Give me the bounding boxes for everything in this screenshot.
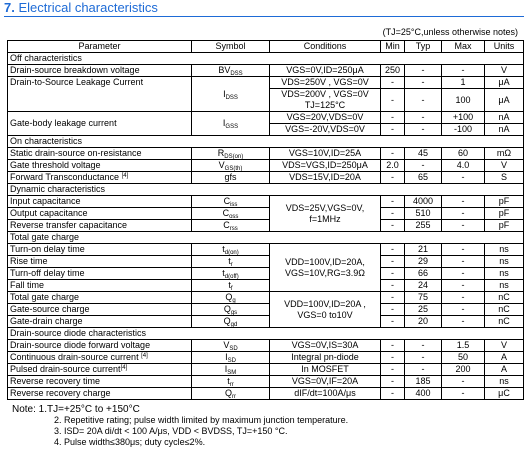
param-tdon: Turn-on delay time [8,244,192,256]
table-row [8,364,524,376]
symbol-igss: $I_{GSS}$ [192,112,270,136]
param-vgsth: Gate threshold voltage [8,160,192,172]
symbol-rds: $R_{DS(on)}$ [192,148,270,160]
typ-qgd: 20 [405,316,442,328]
param-qg: Total gate charge [8,292,192,304]
typ-tr: 29 [405,256,442,268]
max-tdon: - [442,244,485,256]
symbol-qg: $Q_g$ [192,292,270,304]
symbol-tr: $t_r$ [192,256,270,268]
min-ism: - [381,364,405,376]
min-tf: - [381,280,405,292]
param-bvdss: Drain-source breakdown voltage [8,65,192,77]
unit-igss-1: nA [485,112,524,124]
cond-igss-1: VGS=20V,VDS=0V [270,112,381,124]
param-tf: Fall time [8,280,192,292]
min-tr: - [381,256,405,268]
param-idss: Drain-to-Source Leakage Current [8,77,192,112]
symbol-crss: $C_{rss}$ [192,220,270,232]
table-row [8,388,524,400]
max-trr: - [442,376,485,388]
typ-qg: 75 [405,292,442,304]
cond-igss-2: VGS=-20V,VDS=0V [270,124,381,136]
min-bvdss: 250 [381,65,405,77]
unit-coss: pF [485,208,524,220]
cond-qrr: dIF/dt=100A/μs [270,388,381,400]
typ-igss-1: - [405,112,442,124]
header-symbol: Symbol [192,41,270,53]
typ-crss: 255 [405,220,442,232]
max-coss: - [442,208,485,220]
unit-idss-2: μA [485,89,524,112]
param-vsd: Drain-source diode forward voltage [8,340,192,352]
notes-block [12,404,522,448]
max-qrr: - [442,388,485,400]
max-vsd: 1.5 [442,340,485,352]
min-trr: - [381,376,405,388]
typ-vsd: - [405,340,442,352]
param-qgs: Gate-source charge [8,304,192,316]
symbol-qgs: $Q_{gs}$ [192,304,270,316]
typ-tdon: 21 [405,244,442,256]
max-crss: - [442,220,485,232]
typ-ism: - [405,364,442,376]
typ-qgs: 25 [405,304,442,316]
table-row [8,304,524,316]
table-row [8,65,524,77]
symbol-tdoff: $t_{d(off)}$ [192,268,270,280]
symbol-idss: $I_{DSS}$ [192,77,270,112]
section-row [8,136,524,148]
min-qrr: - [381,388,405,400]
min-tdoff: - [381,268,405,280]
table-row [8,292,524,304]
symbol-tf: $t_f$ [192,280,270,292]
typ-bvdss: - [405,65,442,77]
min-isd: - [381,352,405,364]
typ-vgsth: - [405,160,442,172]
typ-isd: - [405,352,442,364]
min-vsd: - [381,340,405,352]
typ-ciss: 4000 [405,196,442,208]
section-label-on: On characteristics [8,136,524,148]
table-row [8,316,524,328]
typ-trr: 185 [405,376,442,388]
min-rds: - [381,148,405,160]
cond-vsd: VGS=0V,IS=30A [270,340,381,352]
param-trr: Reverse recovery time [8,376,192,388]
header-max: Max [442,41,485,53]
table-row [8,244,524,256]
min-crss: - [381,220,405,232]
param-tdoff: Turn-off delay time [8,268,192,280]
max-tr: - [442,256,485,268]
unit-tf: ns [485,280,524,292]
symbol-ciss: $C_{iss}$ [192,196,270,208]
table-header-row [8,41,524,53]
table-row [8,77,524,89]
max-qg: - [442,292,485,304]
max-ciss: - [442,196,485,208]
header-min: Min [381,41,405,53]
table-row [8,376,524,388]
table-row [8,160,524,172]
max-rds: 60 [442,148,485,160]
section-row [8,184,524,196]
param-tr: Rise time [8,256,192,268]
unit-igss-2: nA [485,124,524,136]
table-row [8,220,524,232]
unit-rds: mΩ [485,148,524,160]
max-qgs: - [442,304,485,316]
typ-idss-2: - [405,89,442,112]
unit-isd: A [485,352,524,364]
cond-idss-2: VDS=200V , VGS=0V TJ=125°C [270,89,381,112]
section-row [8,53,524,65]
cond-gate-charge: VDD=100V,ID=20A , VGS=0 to10V [270,292,381,328]
max-isd: 50 [442,352,485,364]
section-label-off: Off characteristics [8,53,524,65]
table-row [8,196,524,208]
typ-rds: 45 [405,148,442,160]
symbol-qrr: $Q_{rr}$ [192,388,270,400]
table-row [8,280,524,292]
section-row [8,328,524,340]
unit-vsd: V [485,340,524,352]
cond-ism: In MOSFET [270,364,381,376]
cond-idss-1: VDS=250V , VGS=0V [270,77,381,89]
max-gfs: - [442,172,485,184]
min-qg: - [381,292,405,304]
max-vgsth: 4.0 [442,160,485,172]
section-title [4,0,524,17]
header-conditions: Conditions [270,41,381,53]
symbol-vgsth: $V_{GS(th)}$ [192,160,270,172]
typ-idss-1: - [405,77,442,89]
cond-rds: VGS=10V,ID=25A [270,148,381,160]
table-row [8,208,524,220]
typ-gfs: 65 [405,172,442,184]
max-ism: 200 [442,364,485,376]
unit-qg: nC [485,292,524,304]
symbol-coss: $C_{oss}$ [192,208,270,220]
unit-qrr: μC [485,388,524,400]
min-idss-1: - [381,77,405,89]
unit-tr: ns [485,256,524,268]
min-qgs: - [381,304,405,316]
section-row [8,232,524,244]
min-tdon: - [381,244,405,256]
symbol-bvdss: $BV_{DSS}$ [192,65,270,77]
param-igss: Gate-body leakage current [8,112,192,136]
param-qrr: Reverse recovery charge [8,388,192,400]
typ-qrr: 400 [405,388,442,400]
symbol-qgd: $Q_{gd}$ [192,316,270,328]
param-gfs: Forward Transconductance [4] [8,172,192,184]
unit-gfs: S [485,172,524,184]
table-row [8,148,524,160]
cond-trr: VGS=0V,IF=20A [270,376,381,388]
unit-qgs: nC [485,304,524,316]
section-label-diode: Drain-source diode characteristics [8,328,524,340]
header-parameter: Parameter [8,41,192,53]
electrical-characteristics-table [7,40,524,400]
note-4: 4. Pulse width≤380μs; duty cycle≤2%. [54,437,206,447]
symbol-isd: $I_{SD}$ [192,352,270,364]
min-igss-2: - [381,124,405,136]
typ-igss-2: - [405,124,442,136]
symbol-ism: $I_{SM}$ [192,364,270,376]
symbol-tdon: $t_{d(on)}$ [192,244,270,256]
table-row [8,268,524,280]
max-bvdss: - [442,65,485,77]
unit-bvdss: V [485,65,524,77]
unit-idss-1: μA [485,77,524,89]
cond-isd: Integral pn-diode [270,352,381,364]
param-rds: Static drain-source on-resistance [8,148,192,160]
param-coss: Output capacitance [8,208,192,220]
table-row [8,112,524,124]
unit-tdoff: ns [485,268,524,280]
section-number: 7. [4,0,15,15]
table-row [8,340,524,352]
typ-coss: 510 [405,208,442,220]
param-ism: Pulsed drain-source current[4] [8,364,192,376]
section-title-text: Electrical characteristics [18,0,158,15]
unit-vgsth: V [485,160,524,172]
unit-crss: pF [485,220,524,232]
unit-trr: ns [485,376,524,388]
note-3: 3. ISD= 20A di/dt < 100 A/μs, VDD < BVDSS, TJ=+150 °C. [54,426,288,436]
unit-ism: A [485,364,524,376]
cond-bvdss: VGS=0V,ID=250μA [270,65,381,77]
min-igss-1: - [381,112,405,124]
min-ciss: - [381,196,405,208]
typ-tf: 24 [405,280,442,292]
min-coss: - [381,208,405,220]
max-igss-1: +100 [442,112,485,124]
max-idss-1: 1 [442,77,485,89]
cond-vgsth: VDS=VGS,ID=250μA [270,160,381,172]
min-idss-2: - [381,89,405,112]
test-condition-note: (TJ=25°C,unless otherwise notes) [382,27,518,37]
cond-switching: VDD=100V,ID=20A, VGS=10V,RG=3.9Ω [270,244,381,292]
note-2: 2. Repetitive rating; pulse width limited by maximum junction temperature. [54,415,349,425]
param-isd: Continuous drain-source current [4] [8,352,192,364]
param-qgd: Gate-drain charge [8,316,192,328]
typ-tdoff: 66 [405,268,442,280]
table-row [8,256,524,268]
max-idss-2: 100 [442,89,485,112]
param-crss: Reverse transfer capacitance [8,220,192,232]
min-vgsth: 2.0 [381,160,405,172]
cond-gfs: VDS=15V,ID=20A [270,172,381,184]
section-label-gate: Total gate charge [8,232,524,244]
note-1: Note: 1.TJ=+25°C to +150°C [12,404,140,415]
max-igss-2: -100 [442,124,485,136]
symbol-vsd: $V_{SD}$ [192,340,270,352]
max-tdoff: - [442,268,485,280]
symbol-trr: $t_{rr}$ [192,376,270,388]
header-typ: Typ [405,41,442,53]
unit-qgd: nC [485,316,524,328]
min-gfs: - [381,172,405,184]
unit-ciss: pF [485,196,524,208]
max-qgd: - [442,316,485,328]
cond-capacitance: VDS=25V,VGS=0V, f=1MHz [270,196,381,232]
max-tf: - [442,280,485,292]
unit-tdon: ns [485,244,524,256]
symbol-gfs: gfs [192,172,270,184]
section-label-dynamic: Dynamic characteristics [8,184,524,196]
header-units: Units [485,41,524,53]
min-qgd: - [381,316,405,328]
table-row [8,352,524,364]
table-row [8,172,524,184]
param-ciss: Input capacitance [8,196,192,208]
